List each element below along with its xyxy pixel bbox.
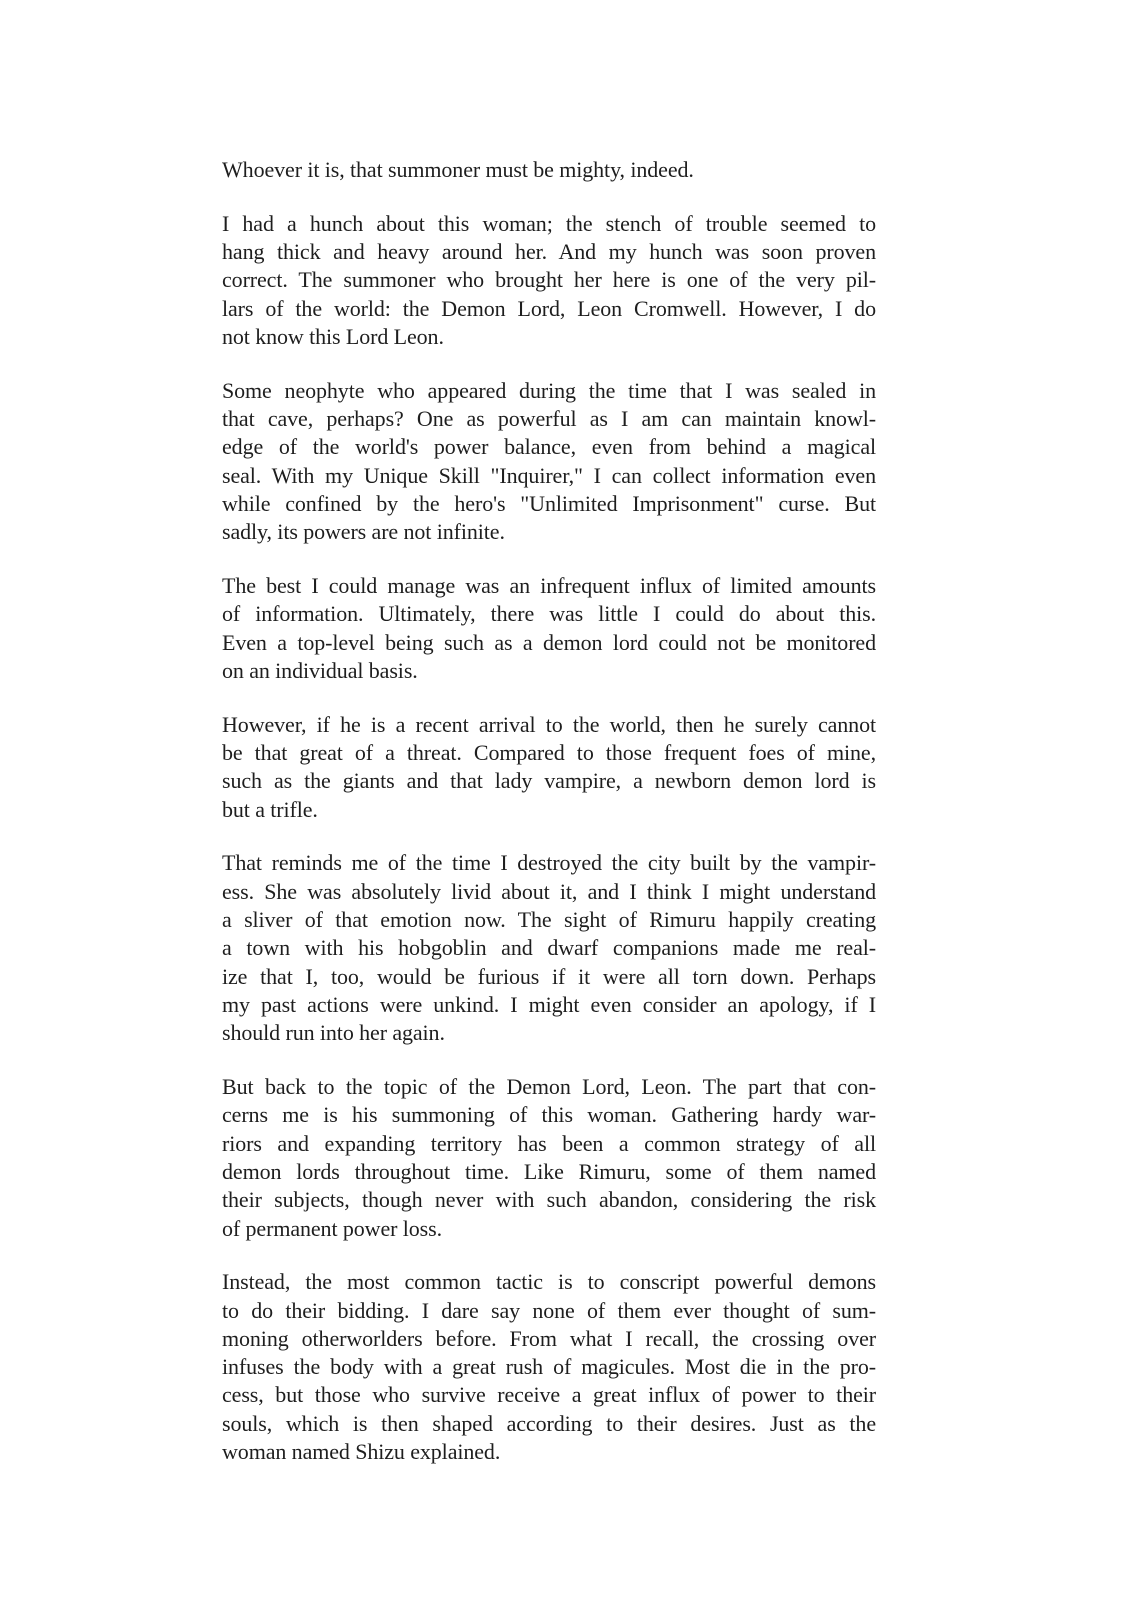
text-line: sadly, its powers are not infinite. bbox=[222, 519, 505, 545]
paragraph-1 bbox=[222, 156, 876, 184]
text-line: cess, but those who survive receive a great influx of power to their bbox=[222, 1382, 876, 1408]
text-line: I had a hunch about this woman; the stench of trouble seemed to bbox=[222, 210, 876, 236]
text-line: not know this Lord Leon. bbox=[222, 323, 444, 349]
text-line: that cave, perhaps? One as powerful as I am can maintain knowl- bbox=[222, 406, 876, 432]
paragraph-8 bbox=[222, 1268, 876, 1466]
text-line: a town with his hobgoblin and dwarf companions made me real- bbox=[222, 935, 876, 961]
text-line: Some neophyte who appeared during the time that I was sealed in bbox=[222, 377, 876, 403]
text-line: Even a top-level being such as a demon lord could not be monitored bbox=[222, 629, 876, 655]
text-line: ize that I, too, would be furious if it were all torn down. Perhaps bbox=[222, 963, 876, 989]
page-text bbox=[222, 156, 876, 1466]
text-line: be that great of a threat. Compared to those frequent foes of mine, bbox=[222, 740, 876, 766]
paragraph-3 bbox=[222, 377, 876, 547]
paragraph-6 bbox=[222, 849, 876, 1047]
text-line: cerns me is his summoning of this woman. Gathering hardy war- bbox=[222, 1102, 876, 1128]
text-line: while confined by the hero's "Unlimited Imprisonment" curse. But bbox=[222, 490, 876, 516]
text-line: Whoever it is, that summoner must be mighty, indeed. bbox=[222, 157, 694, 182]
text-line: on an individual basis. bbox=[222, 657, 418, 683]
text-line: souls, which is then shaped according to their desires. Just as the bbox=[222, 1410, 876, 1436]
text-line: That reminds me of the time I destroyed the city built by the vampir- bbox=[222, 850, 876, 876]
text-line: of permanent power loss. bbox=[222, 1215, 442, 1241]
text-line: my past actions were unkind. I might even consider an apology, if I bbox=[222, 991, 876, 1017]
text-line: edge of the world's power balance, even from behind a magical bbox=[222, 434, 876, 460]
text-line: correct. The summoner who brought her here is one of the very pil- bbox=[222, 267, 876, 293]
text-line: hang thick and heavy around her. And my hunch was soon proven bbox=[222, 239, 876, 265]
paragraph-5 bbox=[222, 711, 876, 824]
text-line: woman named Shizu explained. bbox=[222, 1439, 501, 1465]
text-line: moning otherworlders before. From what I recall, the crossing over bbox=[222, 1325, 876, 1351]
text-line: a sliver of that emotion now. The sight of Rimuru happily creating bbox=[222, 907, 876, 933]
text-line: such as the giants and that lady vampire, a newborn demon lord is bbox=[222, 768, 876, 794]
text-line: lars of the world: the Demon Lord, Leon Cromwell. However, I do bbox=[222, 295, 876, 321]
text-line: riors and expanding territory has been a common strategy of all bbox=[222, 1130, 876, 1156]
text-line: but a trifle. bbox=[222, 796, 318, 822]
paragraph-7 bbox=[222, 1073, 876, 1243]
text-line: infuses the body with a great rush of magicules. Most die in the pro- bbox=[222, 1354, 876, 1380]
text-line: The best I could manage was an infrequent influx of limited amounts bbox=[222, 573, 876, 599]
text-line: seal. With my Unique Skill "Inquirer," I can collect information even bbox=[222, 462, 876, 488]
text-line: Instead, the most common tactic is to conscript powerful demons bbox=[222, 1269, 876, 1295]
paragraph-2 bbox=[222, 210, 876, 351]
text-line: ess. She was absolutely livid about it, and I think I might understand bbox=[222, 878, 876, 904]
text-line: their subjects, though never with such abandon, considering the risk bbox=[222, 1187, 876, 1213]
paragraph-4 bbox=[222, 572, 876, 685]
text-line: However, if he is a recent arrival to the world, then he surely cannot bbox=[222, 711, 876, 737]
text-line: should run into her again. bbox=[222, 1020, 445, 1046]
text-line: to do their bidding. I dare say none of them ever thought of sum- bbox=[222, 1297, 876, 1323]
text-line: demon lords throughout time. Like Rimuru, some of them named bbox=[222, 1158, 876, 1184]
text-line: of information. Ultimately, there was little I could do about this. bbox=[222, 601, 876, 627]
text-line: But back to the topic of the Demon Lord, Leon. The part that con- bbox=[222, 1074, 876, 1100]
